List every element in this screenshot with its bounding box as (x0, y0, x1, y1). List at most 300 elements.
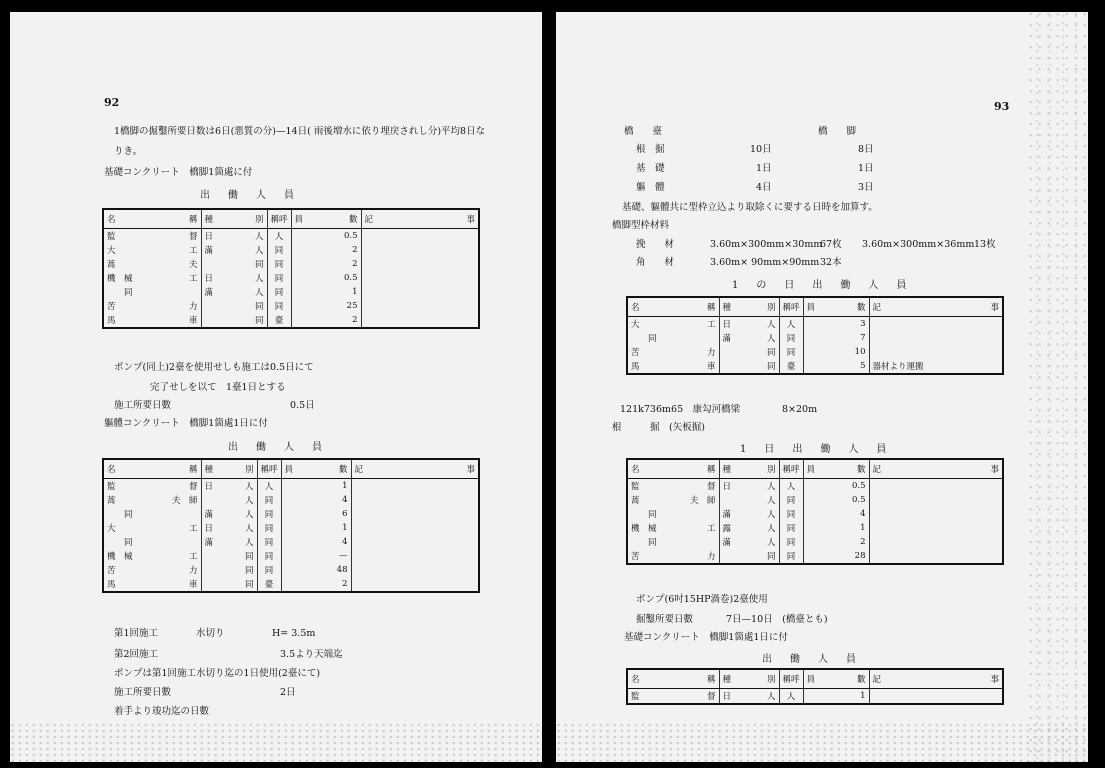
note-cell (361, 313, 479, 328)
unit-cell: 人 (267, 229, 291, 244)
header-name: 名 (107, 215, 116, 225)
note-cell (869, 493, 1003, 507)
table-header-row (627, 297, 1003, 317)
first-stage-label: 第1回施工 (114, 628, 159, 639)
worker-class-suffix: 人 (254, 288, 264, 298)
count-cell: 0.5 (803, 493, 869, 507)
unit-cell: 同 (257, 521, 281, 535)
worker-name-suffix: 車 (706, 362, 716, 372)
unit-cell: 同 (267, 243, 291, 257)
paper-texture (10, 722, 542, 762)
unit-cell: 人 (257, 479, 281, 494)
worker-class-suffix: 人 (244, 524, 254, 534)
count-cell: 7 (803, 331, 869, 345)
worker-name-suffix: 工 (706, 320, 716, 330)
work-item: 根 掘 (636, 144, 665, 155)
header-note-2: 事 (990, 465, 999, 475)
worker-name: 監 (631, 482, 640, 492)
count-cell: 0.5 (291, 271, 361, 285)
material-spec: 3.60m× 90mm×90mm (710, 257, 820, 268)
material-name: 挽 材 (636, 239, 675, 250)
worker-name: 機 械 (107, 552, 133, 562)
header-note-2: 事 (990, 675, 999, 685)
worker-name: 苦 (631, 552, 640, 562)
header-type: 種 (722, 465, 732, 475)
table-header-row (103, 459, 479, 479)
header-name-2: 稱 (188, 465, 198, 475)
worker-name: 同 (107, 538, 133, 548)
worker-name: 馬 (107, 316, 116, 326)
worker-class: 滿 (722, 538, 732, 548)
note-cell (361, 243, 479, 257)
worker-name-suffix: 夫 (188, 260, 198, 270)
labor-table (102, 458, 480, 593)
table-row (103, 563, 479, 577)
column-header: 橋 臺 (624, 126, 663, 137)
header-unit: 稱呼 (257, 459, 281, 479)
work-days: 10日 (750, 144, 772, 155)
worker-class: 日 (204, 232, 214, 242)
worker-name: 機 械 (631, 524, 657, 534)
material-qty: 32本 (820, 257, 842, 268)
worker-class: 滿 (204, 538, 214, 548)
unit-cell: 同 (779, 345, 803, 359)
worker-class: 滿 (722, 510, 732, 520)
first-stage-detail: 水切り (196, 628, 225, 639)
paragraph-line: 着手より竣功迄の日數 (114, 706, 210, 717)
worker-name-suffix: 工 (188, 524, 198, 534)
header-name: 名 (631, 675, 640, 685)
table-row (627, 479, 1003, 494)
header-note-2: 事 (466, 465, 475, 475)
table-row (627, 331, 1003, 345)
note-cell (869, 689, 1003, 705)
worker-class-suffix: 人 (244, 496, 254, 506)
note-cell (869, 479, 1003, 494)
table-row (627, 535, 1003, 549)
table-row (627, 507, 1003, 521)
paragraph-line: ポンプ(6吋15HP渦卷)2臺使用 (636, 594, 768, 605)
header-name-2: 稱 (706, 303, 716, 313)
work-days: 1日 (756, 163, 772, 174)
header-note: 記 (364, 215, 374, 225)
note-cell: 器材より運搬 (869, 359, 1003, 374)
worker-class-suffix: 人 (766, 510, 776, 520)
work-days: 4日 (756, 182, 772, 193)
right-page (556, 12, 1088, 762)
count-cell: 1 (803, 521, 869, 535)
header-count-2: 數 (856, 675, 866, 685)
table-header-row (627, 669, 1003, 689)
header-name-2: 稱 (706, 465, 716, 475)
table-row (627, 689, 1003, 705)
table-row (103, 313, 479, 328)
labor-table (626, 296, 1004, 375)
paragraph-line: 基礎、軀體共に型枠立込より取除くに要する日時を加算す。 (622, 202, 878, 213)
unit-cell: 同 (779, 549, 803, 564)
worker-name: 監 (631, 692, 640, 702)
count-cell: 0.5 (803, 479, 869, 494)
worker-class-suffix: 人 (766, 334, 776, 344)
unit-cell: 同 (257, 507, 281, 521)
table-heading: 1の日出働人員 (732, 280, 925, 291)
table-row (103, 243, 479, 257)
unit-cell: 同 (257, 563, 281, 577)
note-cell (351, 549, 479, 563)
note-cell (869, 317, 1003, 332)
table-row (103, 271, 479, 285)
table-header-row (103, 209, 479, 229)
worker-name: 苦 (107, 302, 116, 312)
worker-class-suffix: 同 (244, 566, 254, 576)
note-cell (361, 229, 479, 244)
worker-class-suffix: 同 (254, 316, 264, 326)
header-name-2: 稱 (188, 215, 198, 225)
note-cell (869, 535, 1003, 549)
header-type: 種 (722, 303, 732, 313)
header-count: 員 (806, 303, 816, 313)
header-name: 名 (631, 465, 640, 475)
note-cell (351, 577, 479, 592)
worker-class: 日 (204, 274, 214, 284)
required-days-value: 2日 (280, 687, 296, 698)
count-cell: 5 (803, 359, 869, 374)
unit-cell: 人 (779, 689, 803, 705)
table-heading: 出働人員 (200, 190, 312, 201)
header-note-2: 事 (990, 303, 999, 313)
labor-table (626, 668, 1004, 705)
paragraph-line: 1橋脚の掘鑿所要日数は6日(悪質の分)—14日( 雨後増水に依り埋戻されし分)平均8日な (114, 126, 486, 137)
worker-name-suffix: 工 (706, 524, 716, 534)
worker-class-suffix: 人 (244, 482, 254, 492)
header-count-2: 數 (338, 465, 348, 475)
worker-class-suffix: 人 (766, 320, 776, 330)
note-cell (869, 549, 1003, 564)
unit-cell: 臺 (779, 359, 803, 374)
required-days-label: 施工所要日數 (114, 687, 172, 698)
worker-name: 苦 (107, 566, 116, 576)
header-unit: 稱呼 (779, 297, 803, 317)
worker-class-suffix: 人 (766, 496, 776, 506)
unit-cell: 臺 (257, 577, 281, 592)
table-header-row (627, 459, 1003, 479)
left-page (10, 12, 542, 762)
worker-name-suffix: 力 (188, 566, 198, 576)
count-cell: 2 (803, 535, 869, 549)
header-count-2: 數 (856, 465, 866, 475)
worker-class-suffix: 人 (766, 538, 776, 548)
worker-name-suffix: 夫 師 (689, 496, 716, 506)
table-row (103, 549, 479, 563)
worker-class-suffix: 人 (244, 510, 254, 520)
labor-table (626, 458, 1004, 565)
worker-name: 蒿 (631, 496, 640, 506)
header-count-2: 數 (348, 215, 358, 225)
header-type-2: 別 (244, 465, 254, 475)
note-cell (351, 493, 479, 507)
paragraph-line: 完了せしを以て 1臺1日とする (150, 382, 286, 393)
count-cell: 4 (281, 493, 351, 507)
worker-name-suffix: 車 (188, 316, 198, 326)
worker-name: 大 (631, 320, 640, 330)
worker-name-suffix: 督 (188, 232, 198, 242)
unit-cell: 同 (779, 493, 803, 507)
second-stage-label: 第2回施工 (114, 649, 159, 660)
count-cell: 4 (281, 535, 351, 549)
worker-name: 同 (631, 334, 657, 344)
work-days: 3日 (858, 182, 874, 193)
header-unit: 稱呼 (779, 669, 803, 689)
column-header: 橋 脚 (818, 126, 857, 137)
worker-name-suffix: 車 (188, 580, 198, 590)
note-cell (361, 271, 479, 285)
unit-cell: 人 (779, 479, 803, 494)
header-note: 記 (354, 465, 364, 475)
material-spec: 3.60m×300mm×30mm (710, 239, 823, 250)
note-cell (351, 563, 479, 577)
unit-cell: 同 (779, 331, 803, 345)
header-unit: 稱呼 (267, 209, 291, 229)
header-type-2: 別 (766, 303, 776, 313)
worker-name: 機 械 (107, 274, 133, 284)
note-cell (351, 479, 479, 494)
worker-class-suffix: 人 (254, 246, 264, 256)
header-name: 名 (631, 303, 640, 313)
count-cell: 10 (803, 345, 869, 359)
paragraph-line: ポンプ(同上)2臺を使用せしも施工は0.5日にて (114, 362, 314, 373)
work-item: 軀 體 (636, 182, 665, 193)
material-spec: 3.60m×300mm×36mm (862, 239, 975, 250)
table-row (627, 549, 1003, 564)
table-row (103, 479, 479, 494)
note-cell (351, 507, 479, 521)
worker-class-suffix: 人 (766, 482, 776, 492)
section-subtitle: 橋脚型枠材料 (612, 220, 670, 231)
unit-cell: 同 (267, 299, 291, 313)
required-days-label: 掘鑿所要日數 (636, 614, 694, 625)
table-row (103, 229, 479, 244)
worker-name: 蒿 (107, 260, 116, 270)
header-count: 員 (294, 215, 304, 225)
table-row (103, 507, 479, 521)
count-cell: 6 (281, 507, 351, 521)
table-row (103, 535, 479, 549)
unit-cell: 同 (257, 549, 281, 563)
header-type: 種 (722, 675, 732, 685)
worker-class-suffix: 同 (244, 552, 254, 562)
header-count-2: 數 (856, 303, 866, 313)
worker-class: 滿 (204, 288, 214, 298)
count-cell: 48 (281, 563, 351, 577)
note-cell (351, 521, 479, 535)
header-count: 員 (284, 465, 294, 475)
worker-name-suffix: 力 (706, 348, 716, 358)
header-note: 記 (872, 303, 882, 313)
worker-name: 監 (107, 232, 116, 242)
header-count: 員 (806, 675, 816, 685)
header-type: 種 (204, 215, 214, 225)
note-cell (869, 521, 1003, 535)
worker-name-suffix: 力 (706, 552, 716, 562)
count-cell: 1 (291, 285, 361, 299)
note-cell (351, 535, 479, 549)
count-cell: 2 (291, 243, 361, 257)
count-cell: 1 (281, 521, 351, 535)
worker-name: 監 (107, 482, 116, 492)
header-name: 名 (107, 465, 116, 475)
count-cell: 2 (291, 257, 361, 271)
page-number: 93 (994, 100, 1010, 113)
worker-name-suffix: 工 (188, 274, 198, 284)
worker-name: 大 (107, 246, 116, 256)
location-size: 8×20m (782, 404, 818, 415)
worker-class: 日 (722, 482, 732, 492)
table-row (103, 521, 479, 535)
worker-class-suffix: 同 (254, 302, 264, 312)
table-row (103, 257, 479, 271)
worker-class: 滿 (204, 246, 214, 256)
note-cell (361, 257, 479, 271)
required-days-value: 7日—10日 (橋臺とも) (726, 614, 828, 625)
unit-cell: 同 (257, 535, 281, 549)
table-row (627, 345, 1003, 359)
worker-name: 同 (631, 538, 657, 548)
worker-class-suffix: 人 (766, 692, 776, 702)
count-cell: 28 (803, 549, 869, 564)
unit-cell: 同 (267, 285, 291, 299)
count-cell: 0.5 (291, 229, 361, 244)
work-days: 1日 (858, 163, 874, 174)
table-row (103, 577, 479, 592)
worker-class-suffix: 人 (244, 538, 254, 548)
table-row (627, 317, 1003, 332)
worker-name-suffix: 工 (188, 246, 198, 256)
table-row (627, 521, 1003, 535)
worker-name-suffix: 力 (188, 302, 198, 312)
header-type-2: 別 (766, 675, 776, 685)
count-cell: — (281, 549, 351, 563)
material-name: 角 材 (636, 257, 675, 268)
worker-name: 同 (631, 510, 657, 520)
note-cell (869, 331, 1003, 345)
material-qty: 13枚 (974, 239, 996, 250)
count-cell: 2 (281, 577, 351, 592)
section-subtitle: 根 掘 (矢板掘) (612, 422, 705, 433)
section-subtitle: 基礎コンクリート 橋脚1箇處1日に付 (624, 632, 788, 643)
count-cell: 25 (291, 299, 361, 313)
worker-class: 日 (204, 524, 214, 534)
second-stage-value: 3.5より天端迄 (280, 649, 343, 660)
header-type-2: 別 (254, 215, 264, 225)
table-row (627, 493, 1003, 507)
unit-cell: 臺 (267, 313, 291, 328)
worker-class: 滿 (204, 510, 214, 520)
table-row (103, 299, 479, 313)
table-heading: 出働人員 (762, 654, 874, 665)
count-cell: 3 (803, 317, 869, 332)
worker-name: 馬 (107, 580, 116, 590)
unit-cell: 同 (267, 271, 291, 285)
worker-class-suffix: 同 (244, 580, 254, 590)
table-row (103, 493, 479, 507)
required-days-value: 0.5日 (290, 400, 315, 411)
count-cell: 2 (291, 313, 361, 328)
page-number: 92 (104, 96, 120, 109)
count-cell: 4 (803, 507, 869, 521)
worker-name: 蒿 (107, 496, 116, 506)
worker-name: 馬 (631, 362, 640, 372)
worker-class: 滿 (722, 334, 732, 344)
note-cell (869, 345, 1003, 359)
worker-name-suffix: 督 (706, 482, 716, 492)
header-name-2: 稱 (706, 675, 716, 685)
header-type-2: 別 (766, 465, 776, 475)
worker-class: 日 (204, 482, 214, 492)
table-row (627, 359, 1003, 374)
unit-cell: 同 (779, 521, 803, 535)
material-qty: 67枚 (820, 239, 842, 250)
section-subtitle: 軀體コンクリート 橋脚1箇處1日に付 (104, 418, 268, 429)
worker-class-suffix: 同 (766, 362, 776, 372)
labor-table (102, 208, 480, 329)
worker-name: 同 (107, 510, 133, 520)
worker-class: 日 (722, 692, 732, 702)
section-subtitle: 基礎コンクリート 橋脚1箇處に付 (104, 167, 253, 178)
unit-cell: 同 (267, 257, 291, 271)
unit-cell: 同 (257, 493, 281, 507)
required-days-label: 施工所要日數 (114, 400, 172, 411)
header-type: 種 (204, 465, 214, 475)
header-note-2: 事 (466, 215, 475, 225)
unit-cell: 人 (779, 317, 803, 332)
worker-name-suffix: 督 (188, 482, 198, 492)
count-cell: 1 (803, 689, 869, 705)
table-heading: 出働人員 (228, 442, 340, 453)
note-cell (361, 299, 479, 313)
worker-name-suffix: 督 (706, 692, 716, 702)
worker-class: 日 (722, 320, 732, 330)
header-unit: 稱呼 (779, 459, 803, 479)
header-note: 記 (872, 675, 882, 685)
worker-name: 同 (107, 288, 133, 298)
work-days: 8日 (858, 144, 874, 155)
worker-class-suffix: 同 (254, 260, 264, 270)
header-note: 記 (872, 465, 882, 475)
worker-class-suffix: 人 (766, 524, 776, 534)
worker-class-suffix: 同 (766, 348, 776, 358)
unit-cell: 同 (779, 507, 803, 521)
work-item: 基 礎 (636, 163, 665, 174)
paragraph-line: ポンプは第1回施工水切り迄の1日使用(2臺にて) (114, 668, 321, 679)
first-stage-value: H= 3.5m (272, 628, 316, 639)
header-count: 員 (806, 465, 816, 475)
note-cell (869, 507, 1003, 521)
worker-name-suffix: 夫 師 (171, 496, 198, 506)
location-label: 121k736m65 康勾河橋梁 (620, 404, 741, 415)
worker-name: 大 (107, 524, 116, 534)
table-row (103, 285, 479, 299)
table-heading: 1日出働人員 (740, 444, 905, 455)
paragraph-line: りき。 (114, 146, 143, 157)
worker-name: 苦 (631, 348, 640, 358)
note-cell (361, 285, 479, 299)
worker-class: 露 (722, 524, 732, 534)
worker-class-suffix: 人 (254, 232, 264, 242)
count-cell: 1 (281, 479, 351, 494)
unit-cell: 同 (779, 535, 803, 549)
worker-class-suffix: 同 (766, 552, 776, 562)
worker-class-suffix: 人 (254, 274, 264, 284)
